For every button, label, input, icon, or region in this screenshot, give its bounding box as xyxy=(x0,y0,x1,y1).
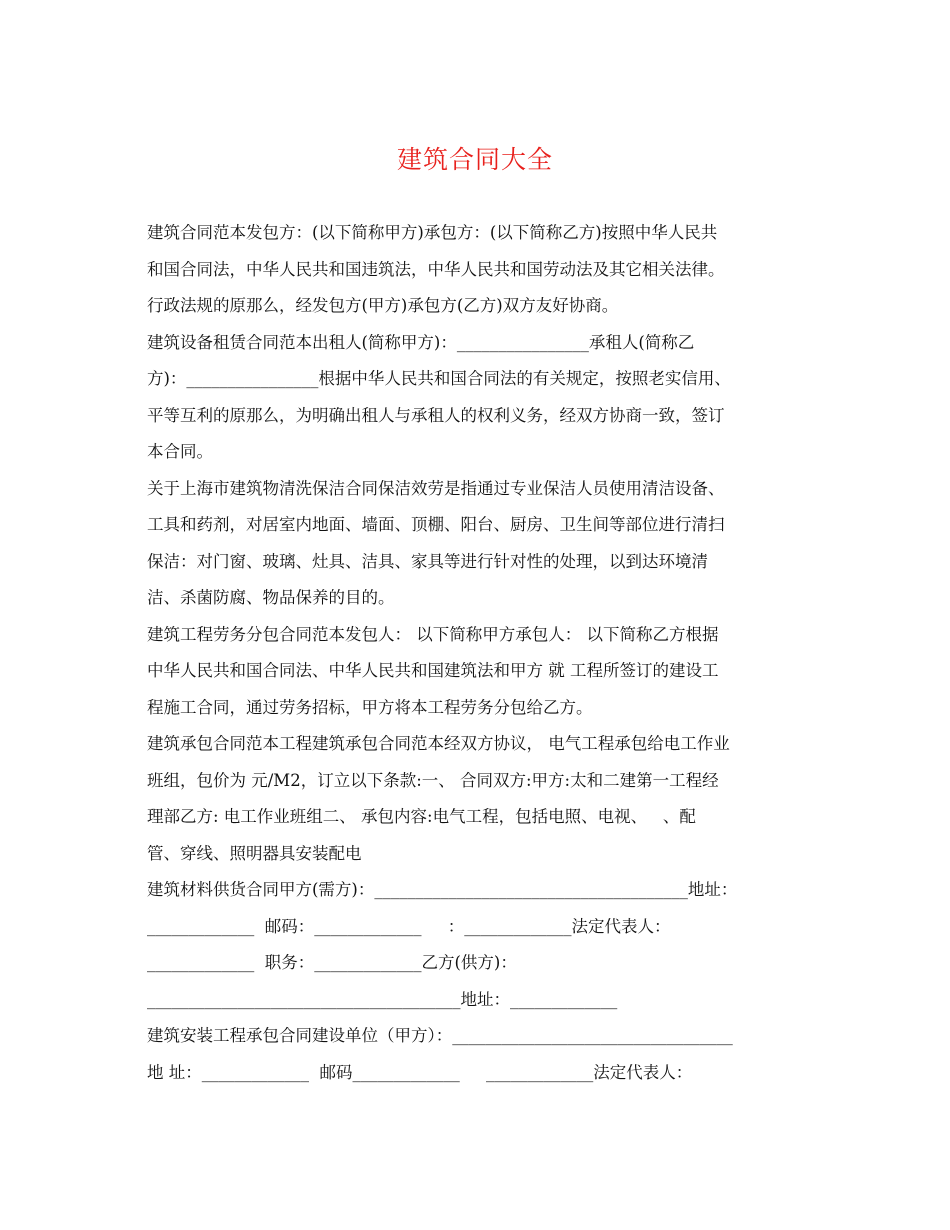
text-line: 行政法规的原那么，经发包方(甲方)承包方(乙方)双方友好协商。 xyxy=(147,296,619,315)
text-line: 管、穿线、照明器具安装配电 xyxy=(147,843,362,863)
document-body xyxy=(147,215,807,1091)
text-line: 保洁：对门窗、玻璃、灶具、洁具、家具等进行针对性的处理，以到达环境清 xyxy=(147,551,708,571)
text-line: _____________ 职务：_____________乙方(供方)： xyxy=(147,953,517,972)
text-line: 建筑材料供货合同甲方(需方)：______________________________________地址： xyxy=(147,880,738,899)
text-line: 地 址：_____________ 邮码_____________ _____________法定代表人： xyxy=(147,1062,693,1082)
text-line: 理部乙方: 电工作业班组二、 承包内容:电气工程，包括电照、电视、 、配 xyxy=(147,807,696,826)
text-line: 平等互利的原那么，为明确出租人与承租人的权利义务，经双方协商一致，签订 xyxy=(147,405,725,425)
text-line: 建筑合同范本发包方：(以下简称甲方)承包方：(以下简称乙方)按照中华人民共 xyxy=(147,223,718,242)
text-line: 和国合同法，中华人民共和国违筑法，中华人民共和国劳动法及其它相关法律。 xyxy=(147,259,725,279)
text-line: 建筑安装工程承包合同建设单位（甲方）：__________________________________ xyxy=(147,1026,733,1045)
text-line: 工具和药剂，对居室内地面、墙面、顶棚、阳台、厨房、卫生间等部位进行清扫 xyxy=(147,515,725,534)
text-line: _____________ 邮码：_____________ ：_____________法定代表人： xyxy=(147,916,671,936)
text-line: ______________________________________地址：_____________ xyxy=(147,989,618,1009)
text-line: 建筑工程劳务分包合同范本发包人： 以下简称甲方承包人： 以下简称乙方根据 xyxy=(147,624,719,644)
text-line: 本合同。 xyxy=(147,442,213,461)
text-line: 建筑承包合同范本工程建筑承包合同范本经双方协议， 电气工程承包给电工作业 xyxy=(147,734,730,753)
text-line: 洁、杀菌防腐、物品保养的目的。 xyxy=(147,588,395,607)
text-line: 中华人民共和国合同法、中华人民共和国建筑法和甲方 就 工程所签订的建设工 xyxy=(147,661,719,680)
text-line: 程施工合同，通过劳务招标，甲方将本工程劳务分包给乙方。 xyxy=(147,697,593,717)
document-title: 建筑合同大全 xyxy=(396,145,553,174)
text-line: 班组，包价为 元/M2，订立以下条款:一、 合同双方:甲方:太和二建第一工程经 xyxy=(147,770,719,790)
text-line: 关于上海市建筑物清洗保洁合同保洁效劳是指通过专业保洁人员使用清洁设备、 xyxy=(147,478,725,498)
text-line: 建筑设备租赁合同范本出租人(简称甲方)：________________承租人(简称乙 xyxy=(147,332,695,352)
text-line: 方)：________________根据中华人民共和国合同法的有关规定，按照老实信用、 xyxy=(147,369,731,388)
